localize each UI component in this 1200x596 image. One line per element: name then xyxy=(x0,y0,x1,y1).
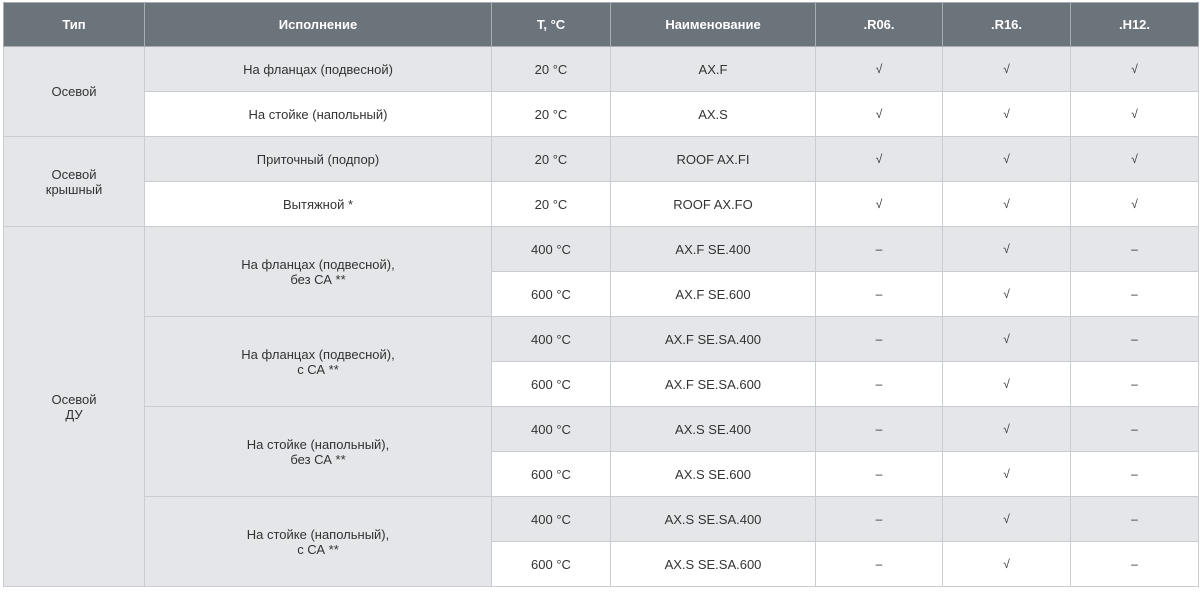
r16-mark: √ xyxy=(943,272,1071,317)
r06-mark: – xyxy=(816,497,943,542)
r16-mark: √ xyxy=(943,407,1071,452)
name-cell: AX.F SE.600 xyxy=(611,272,816,317)
r06-mark: √ xyxy=(816,47,943,92)
execution-cell: На фланцах (подвесной), без СА ** xyxy=(145,227,492,317)
h12-mark: – xyxy=(1071,407,1199,452)
r06-mark: – xyxy=(816,272,943,317)
name-cell: AX.F xyxy=(611,47,816,92)
header-execution: Исполнение xyxy=(145,3,492,47)
name-cell: AX.S SE.SA.400 xyxy=(611,497,816,542)
r06-mark: – xyxy=(816,452,943,497)
temperature-cell: 400 °C xyxy=(492,407,611,452)
h12-mark: √ xyxy=(1071,47,1199,92)
header-name: Наименование xyxy=(611,3,816,47)
header-h12: .H12. xyxy=(1071,3,1199,47)
execution-cell: На стойке (напольный) xyxy=(145,92,492,137)
name-cell: AX.F SE.SA.600 xyxy=(611,362,816,407)
name-cell: AX.F SE.400 xyxy=(611,227,816,272)
temperature-cell: 400 °C xyxy=(492,227,611,272)
r16-mark: √ xyxy=(943,452,1071,497)
table-row xyxy=(4,227,1199,272)
name-cell: ROOF AX.FI xyxy=(611,137,816,182)
execution-cell: На фланцах (подвесной) xyxy=(145,47,492,92)
r06-mark: √ xyxy=(816,137,943,182)
r06-mark: – xyxy=(816,362,943,407)
h12-mark: – xyxy=(1071,452,1199,497)
table-row xyxy=(4,137,1199,182)
table-row xyxy=(4,407,1199,452)
name-cell: AX.F SE.SA.400 xyxy=(611,317,816,362)
r06-mark: √ xyxy=(816,182,943,227)
temperature-cell: 600 °C xyxy=(492,452,611,497)
h12-mark: – xyxy=(1071,227,1199,272)
table-row xyxy=(4,497,1199,542)
temperature-cell: 20 °C xyxy=(492,47,611,92)
execution-cell: Вытяжной * xyxy=(145,182,492,227)
r06-mark: – xyxy=(816,227,943,272)
table-row xyxy=(4,182,1199,227)
temperature-cell: 400 °C xyxy=(492,497,611,542)
r16-mark: √ xyxy=(943,317,1071,362)
temperature-cell: 20 °C xyxy=(492,92,611,137)
r16-mark: √ xyxy=(943,542,1071,587)
r06-mark: – xyxy=(816,317,943,362)
table-header-row xyxy=(4,3,1199,47)
r06-mark: √ xyxy=(816,92,943,137)
temperature-cell: 600 °C xyxy=(492,272,611,317)
header-r16: .R16. xyxy=(943,3,1071,47)
execution-cell: На фланцах (подвесной), с СА ** xyxy=(145,317,492,407)
r16-mark: √ xyxy=(943,92,1071,137)
type-cell: Осевой ДУ xyxy=(4,227,145,587)
h12-mark: – xyxy=(1071,272,1199,317)
h12-mark: √ xyxy=(1071,92,1199,137)
execution-cell: На стойке (напольный), без СА ** xyxy=(145,407,492,497)
h12-mark: √ xyxy=(1071,182,1199,227)
execution-cell: Приточный (подпор) xyxy=(145,137,492,182)
type-cell: Осевой крышный xyxy=(4,137,145,227)
temperature-cell: 600 °C xyxy=(492,362,611,407)
name-cell: AX.S SE.600 xyxy=(611,452,816,497)
header-r06: .R06. xyxy=(816,3,943,47)
type-cell: Осевой xyxy=(4,47,145,137)
h12-mark: – xyxy=(1071,317,1199,362)
r06-mark: – xyxy=(816,542,943,587)
temperature-cell: 20 °C xyxy=(492,137,611,182)
h12-mark: – xyxy=(1071,497,1199,542)
h12-mark: – xyxy=(1071,542,1199,587)
name-cell: AX.S SE.400 xyxy=(611,407,816,452)
h12-mark: – xyxy=(1071,362,1199,407)
r16-mark: √ xyxy=(943,47,1071,92)
name-cell: AX.S xyxy=(611,92,816,137)
r16-mark: √ xyxy=(943,497,1071,542)
name-cell: ROOF AX.FO xyxy=(611,182,816,227)
temperature-cell: 20 °C xyxy=(492,182,611,227)
r16-mark: √ xyxy=(943,182,1071,227)
header-temperature: T, °C xyxy=(492,3,611,47)
temperature-cell: 400 °C xyxy=(492,317,611,362)
r16-mark: √ xyxy=(943,137,1071,182)
table-row xyxy=(4,92,1199,137)
r16-mark: √ xyxy=(943,227,1071,272)
header-type: Тип xyxy=(4,3,145,47)
h12-mark: √ xyxy=(1071,137,1199,182)
table-row xyxy=(4,47,1199,92)
r16-mark: √ xyxy=(943,362,1071,407)
table-row xyxy=(4,317,1199,362)
table-body xyxy=(4,47,1199,587)
temperature-cell: 600 °C xyxy=(492,542,611,587)
name-cell: AX.S SE.SA.600 xyxy=(611,542,816,587)
r06-mark: – xyxy=(816,407,943,452)
fan-spec-table xyxy=(3,2,1199,587)
execution-cell: На стойке (напольный), с СА ** xyxy=(145,497,492,587)
